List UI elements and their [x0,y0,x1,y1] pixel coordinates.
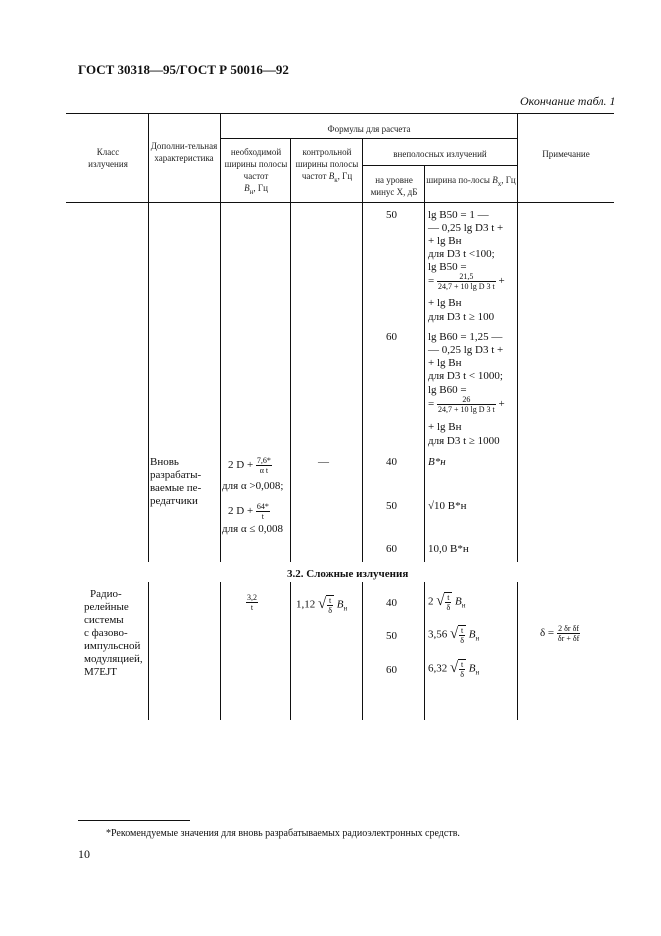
s1-required-frac-2-num: 64* [256,502,269,511]
s2-note-lhs: δ = [540,627,555,640]
s2-required [246,593,258,612]
s1-required-frac-1-den: α t [259,466,269,475]
body2-rule-2 [220,582,221,720]
s1-r2-line-2: — 0,25 lg D3 t + [428,344,504,356]
s1-r2-frac-num: 26 [437,395,496,405]
s1-r1-fraction: = $\frac{21,5}{\text{24,7 + 10 lg D 3 t}}$ + [428,272,505,291]
s2-note [540,624,580,643]
s2-class-line-6: модуляцией, [84,653,143,665]
section-2-title: 3.2. Сложные излучения [287,568,409,580]
s1-level-1: 50 [386,209,397,221]
col-rule-6 [517,113,518,202]
header-width-unit: Гц [505,175,516,185]
header-subrule-2 [362,165,517,166]
body-rule-3 [290,202,291,562]
body2-rule-3 [290,582,291,720]
s2-class-line-7: M7EJT [84,666,117,678]
header-spurious: внеполосных излучений [393,149,487,159]
body-rule-2 [220,202,221,562]
header-control-bw-text: контрольной ширины полосы частот [295,147,359,181]
s1-level-5: 60 [386,543,397,555]
header-formulas: Формулы для расчета [327,124,411,134]
s1-r1-frac-den: 24,7 + 10 lg D 3 t [437,282,495,291]
s2-class-line-2: релейные [84,601,129,613]
s1-r2-line-4: для D3 t < 1000; [428,370,503,382]
s1-r2-line-3: + lg Bн [428,357,462,369]
s2-control: 1,12 √ $\frac{t}{\delta}$ $B_н$ [296,596,348,615]
s2-width-1: 2 √ $\frac{t}{\delta}$ $B_н$ [428,593,466,612]
s1-r1-line-1: lg B50 = 1 — [428,209,489,221]
s1-level-3: 40 [386,456,397,468]
s1-required-formula-2: 2 D + [228,505,254,518]
s1-r1-frac-num: 21,5 [437,272,496,282]
header-extra: Дополни-тельная характеристика [150,141,218,163]
s1-r1-line-7: для D3 t ≥ 100 [428,311,495,323]
footnote: *Рекомендуемые значения для вновь разрабатываемых радиоэлектронных средств. [106,828,460,839]
s1-r2-fraction: = $\frac{26}{\text{24,7 + 10 lg D 3 t}}$ + [428,395,505,414]
s2-width-3-coef: 6,32 [428,662,448,675]
body2-rule-6 [517,582,518,720]
s1-r2-line-5: lg B60 = [428,384,467,396]
s1-r1-line-3: + lg Bн [428,235,462,247]
s1-r5: 10,0 B*н [428,543,469,555]
s1-required-1 [228,456,272,475]
col-rule-1 [148,113,149,202]
s1-r3: B*н [428,456,446,468]
footnote-rule [78,820,190,821]
s1-r2-frac-den: 24,7 + 10 lg D 3 t [437,405,495,414]
s2-required-num: 3,2 [247,593,257,602]
s2-class-line-4: с фазово- [84,627,128,639]
s1-level-2: 60 [386,331,397,343]
s2-width-2: 3,56 √ $\frac{t}{\delta}$ $B_н$ [428,626,480,645]
col-rule-4 [362,138,363,202]
s1-required-frac-2-den: t [261,512,265,521]
s2-width-2-coef: 3,56 [428,628,448,641]
header-width-text: ширина по-лосы [426,175,490,185]
body-rule-4 [362,202,363,562]
body-rule-5 [424,202,425,562]
body2-rule-1 [148,582,149,720]
header-control-unit: Гц [342,171,353,181]
header-width: ширина по-лосы $B_x$, Гц [426,175,516,188]
s2-class-line-1: Радио- [90,588,122,600]
s2-class-line-3: системы [84,614,124,626]
s2-level-2: 50 [386,630,397,642]
header-control-bw: контрольной ширины полосы частот $B_к$, Гц [295,147,359,184]
body2-rule-5 [424,582,425,720]
s2-required-den: t [250,603,254,612]
s2-control-den: δ [328,606,333,615]
s2-level-1: 40 [386,597,397,609]
s1-required-2 [228,502,270,521]
s1-required-cond-1: для α >0,008; [222,480,284,492]
col-rule-3 [290,138,291,202]
s2-width-1-coef: 2 [428,595,434,608]
page-title: ГОСТ 30318—95/ГОСТ Р 50016—92 [78,62,289,77]
s2-level-3: 60 [386,664,397,676]
s2-note-den: δr + δf [557,634,580,643]
s2-width-3: 6,32 √ $\frac{t}{\delta}$ $B_н$ [428,660,480,679]
s1-class-text: Вновь разрабаты-ваемые пе-редатчики [150,456,202,507]
header-required-bw-text: необходимой ширины полосы частот [224,147,288,181]
table-caption: Окончание табл. 1 [520,94,616,108]
s2-note-num: 2 δr δf [558,624,580,633]
header-subrule-1 [220,138,517,139]
s1-required-formula-1: 2 D + [228,459,254,472]
col-rule-5 [424,165,425,202]
header-class: Класс излучения [88,147,128,169]
s1-level-4: 50 [386,500,397,512]
header-at-level: на уровне минус X, дБ [370,175,418,197]
s1-r2-line-6: + lg Bн [428,421,462,433]
header-required-bw: необходимой ширины полосы частот $B_н$, Гц [224,147,288,196]
s1-r1-line-4: для D3 t <100; [428,248,495,260]
body-rule-1 [148,202,149,562]
s2-class-line-5: импульсной [84,640,141,652]
s1-r2-line-1: lg B60 = 1,25 — [428,331,503,343]
body2-rule-4 [362,582,363,720]
s1-r1-line-6: + lg Bн [428,297,462,309]
s1-r2-line-7: для D3 t ≥ 1000 [428,435,500,447]
s1-required-cond-2: для α ≤ 0,008 [222,523,283,535]
s2-control-coef: 1,12 [296,598,316,611]
header-note: Примечание [542,149,590,159]
s1-r4: √10 B*н [428,500,467,512]
s1-required-frac-1-num: 7,6* [256,456,271,465]
s1-r1-line-2: — 0,25 lg D3 t + [428,222,504,234]
s2-control-num: t [329,596,332,605]
col-rule-2 [220,113,221,202]
page-number: 10 [78,847,90,861]
s1-r1-line-5: lg B50 = [428,261,467,273]
header-required-unit: Гц [257,183,268,193]
s1-control-dash: — [318,456,329,468]
body-rule-6 [517,202,518,562]
